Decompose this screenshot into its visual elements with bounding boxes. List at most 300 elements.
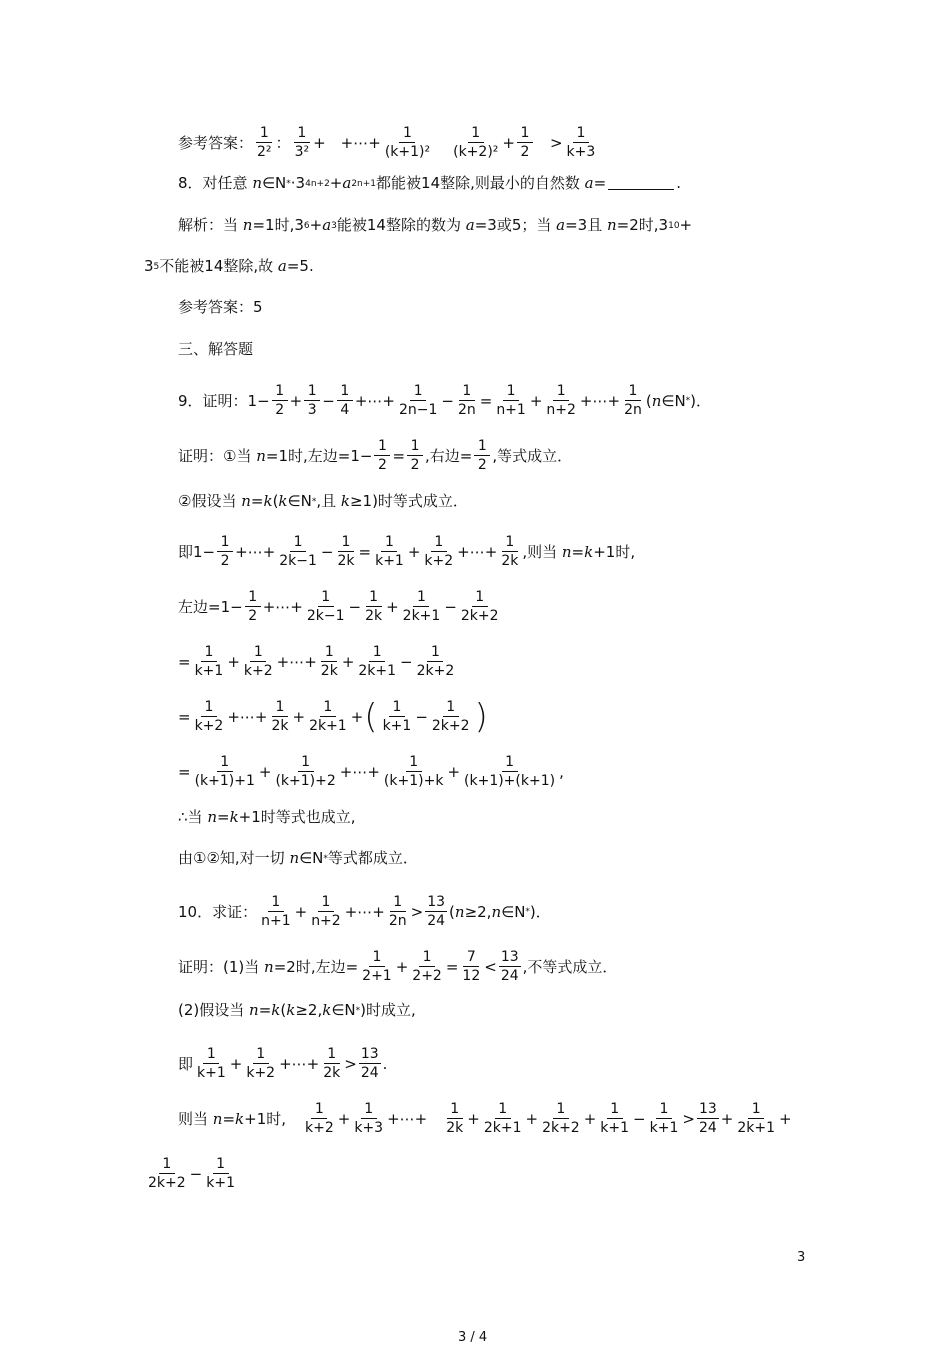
fraction-numerator: 1 <box>374 439 390 456</box>
fraction-denominator: n+1 <box>261 913 291 930</box>
fraction-denominator: 2k <box>446 1120 464 1137</box>
text-line <box>178 535 635 570</box>
fraction-numerator: 13 <box>697 1102 719 1119</box>
fraction-numerator: 1 <box>427 645 443 662</box>
text-run: > <box>534 133 563 152</box>
fraction-denominator: (k+1)+k <box>383 773 444 790</box>
fraction-numerator: 1 <box>399 126 415 143</box>
fraction <box>321 1047 342 1082</box>
fraction <box>397 384 439 419</box>
page-number: 3 <box>797 1250 806 1265</box>
text-run: = <box>258 1001 272 1019</box>
text-run: + <box>229 1054 243 1073</box>
text-run: = <box>358 542 372 561</box>
page-counter: 3 / 4 <box>458 1330 488 1345</box>
fraction <box>272 384 288 419</box>
text-run: (2)假设当 <box>178 1001 250 1019</box>
fraction <box>245 590 261 625</box>
text-run: + <box>502 133 515 152</box>
text-run: 参考答案： <box>178 133 254 152</box>
text-run: ( <box>280 1001 287 1019</box>
text-run: =2时,左边= <box>273 957 359 976</box>
fraction-numerator: 1 <box>318 590 334 607</box>
fraction-denominator: k+2 <box>246 1065 276 1082</box>
fraction <box>459 590 501 625</box>
fraction <box>598 1102 631 1137</box>
math-variable: a <box>322 216 332 234</box>
text-run: +⋯+ <box>387 1109 443 1128</box>
text-run: ( <box>449 902 455 921</box>
math-variable: k <box>271 1001 281 1019</box>
fraction-numerator: 1 <box>502 755 518 772</box>
fraction-numerator: 1 <box>272 700 288 717</box>
text-run: ∈N <box>299 849 324 867</box>
fraction <box>307 700 349 735</box>
math-variable: n <box>256 446 266 465</box>
fraction-denominator: 2k <box>323 1065 341 1082</box>
fraction <box>462 755 557 790</box>
math-variable: n <box>241 492 251 510</box>
fraction-denominator: 2 <box>248 608 258 625</box>
text-run: ,等式成立． <box>492 446 573 465</box>
fraction <box>242 645 275 680</box>
fraction-denominator: 2k+1 <box>737 1120 776 1137</box>
text-run: − <box>444 597 457 616</box>
text-run: +⋯+ <box>457 542 498 561</box>
math-variable: n <box>561 542 572 561</box>
fraction <box>193 755 257 790</box>
text-run: 左边=1− <box>178 597 243 616</box>
text-run: − <box>633 1109 646 1128</box>
fraction-denominator: k+1 <box>382 718 412 735</box>
fraction <box>544 384 578 419</box>
math-variable: a <box>342 174 352 192</box>
text-run: > <box>410 902 424 921</box>
text-run: ∈N <box>331 1001 356 1019</box>
text-run: + <box>779 1109 792 1128</box>
fraction <box>499 950 521 985</box>
text-run: 8．对任意 <box>178 174 253 192</box>
text-run: ( <box>645 391 652 410</box>
fraction <box>217 535 233 570</box>
fraction-numerator: 1 <box>337 384 353 401</box>
text-line: 3 5 不能被14整除,故 a =5. <box>144 257 314 275</box>
text-run: 证明：①当 <box>178 446 257 465</box>
fraction-numerator: 1 <box>338 535 354 552</box>
text-run: + <box>292 707 306 726</box>
fraction-numerator: 1 <box>213 1157 229 1174</box>
text-run: ②假设当 <box>178 492 242 510</box>
text-line <box>178 697 489 738</box>
fraction-denominator: 2k+2 <box>460 608 499 625</box>
text-run: +1时等式也成立, <box>238 808 356 826</box>
fraction <box>648 1102 681 1137</box>
fraction-numerator: 1 <box>245 590 261 607</box>
fraction-numerator: 1 <box>517 126 533 143</box>
math-variable: n <box>252 174 262 192</box>
text-run: 3 <box>144 257 154 275</box>
fraction-denominator: 2k <box>337 553 355 570</box>
text-run: )． <box>529 902 551 921</box>
text-run: =2时,3 <box>616 216 669 234</box>
fraction <box>304 384 320 419</box>
fraction-numerator: 1 <box>748 1102 764 1119</box>
text-line <box>178 1102 792 1137</box>
fraction-numerator: 1 <box>369 645 385 662</box>
text-run: +1时, <box>593 542 636 561</box>
fraction-denominator: k+1 <box>649 1120 679 1137</box>
fraction-numerator: 1 <box>573 126 589 143</box>
text-line <box>178 1047 387 1082</box>
fraction-denominator: 24 <box>427 913 446 930</box>
text-run: =1时,3 <box>252 216 304 234</box>
fraction <box>244 1047 277 1082</box>
fraction <box>407 439 423 474</box>
fraction-numerator: 1 <box>656 1102 672 1119</box>
fraction <box>565 126 598 161</box>
text-run: = <box>222 1109 236 1128</box>
fraction-denominator: k+2 <box>243 663 273 680</box>
fraction-numerator: 1 <box>459 384 475 401</box>
fraction-denominator: 24 <box>360 1065 379 1082</box>
text-run: +⋯+ <box>235 542 276 561</box>
text-run: 三、解答题 <box>178 340 254 358</box>
text-run: +⋯+ <box>262 597 303 616</box>
fraction-denominator: n+1 <box>496 402 526 419</box>
text-run: 能被14整除的数为 <box>336 216 466 234</box>
fraction-denominator: 3² <box>294 144 310 161</box>
fraction <box>352 1102 385 1137</box>
text-run: ∴当 <box>178 808 208 826</box>
text-run: + <box>529 391 543 410</box>
text-run: =3且 <box>565 216 607 234</box>
fraction-numerator: 1 <box>250 645 266 662</box>
text-run: > <box>344 1054 357 1073</box>
text-run: ≥2, <box>295 1001 323 1019</box>
text-line <box>178 439 572 474</box>
text-run: ,且 <box>316 492 341 510</box>
text-run <box>434 136 449 151</box>
text-run: ≥2, <box>464 902 492 921</box>
fraction <box>259 895 293 930</box>
large-parenthesis: ( <box>364 697 378 738</box>
text-run: ： <box>275 133 291 152</box>
math-variable: k <box>584 542 594 561</box>
fraction-numerator: 1 <box>472 590 488 607</box>
answer-blank <box>608 177 674 190</box>
fraction-numerator: 1 <box>320 700 336 717</box>
text-run: + <box>341 652 355 671</box>
math-variable: n <box>207 808 217 826</box>
fraction-numerator: 1 <box>389 700 405 717</box>
math-variable: k <box>322 1001 332 1019</box>
fraction-numerator: 1 <box>318 895 334 912</box>
text-run: − <box>441 391 454 410</box>
fraction <box>193 700 226 735</box>
text-line <box>178 810 356 825</box>
fraction-denominator: 4 <box>340 402 350 419</box>
fraction-denominator: k+1 <box>194 663 224 680</box>
text-run: ∈N <box>261 174 287 192</box>
fraction-numerator: 1 <box>407 439 423 456</box>
large-parenthesis: ) <box>474 697 488 738</box>
fraction-numerator: 1 <box>607 1102 623 1119</box>
fraction <box>255 126 274 161</box>
fraction <box>430 700 472 735</box>
text-run: = <box>178 652 191 671</box>
text-run: 不能被14整除,故 <box>159 257 278 275</box>
fraction-numerator: 1 <box>443 700 459 717</box>
fraction-denominator: k+1 <box>375 553 404 570</box>
text-line <box>178 126 599 161</box>
fraction-denominator: 2k+2 <box>431 718 470 735</box>
fraction <box>425 895 447 930</box>
text-run: − <box>320 542 334 561</box>
text-line <box>178 342 253 357</box>
fraction-denominator: 2k+1 <box>483 1120 522 1137</box>
text-run: 10．求证： <box>178 902 258 921</box>
fraction-numerator: 1 <box>381 535 397 552</box>
text-run: , <box>559 762 564 781</box>
fraction-denominator: 2² <box>257 144 272 161</box>
fraction <box>373 535 406 570</box>
fraction <box>451 126 500 161</box>
fraction <box>374 439 390 474</box>
fraction-denominator: n+2 <box>546 402 576 419</box>
fraction-denominator: 2+1 <box>362 968 392 985</box>
text-run: 参考答案：5 <box>178 298 263 316</box>
fraction-numerator: 1 <box>321 645 337 662</box>
fraction-numerator: 13 <box>499 950 521 967</box>
text-run: = <box>178 762 191 781</box>
fraction-denominator: 2+2 <box>412 968 442 985</box>
text-run: 等式都成立． <box>327 849 418 867</box>
text-run: + <box>395 957 409 976</box>
math-variable: a <box>277 257 287 275</box>
fraction-denominator: 2k <box>320 663 338 680</box>
fraction-numerator: 1 <box>553 1102 569 1119</box>
fraction-numerator: 1 <box>406 755 422 772</box>
fraction <box>474 439 490 474</box>
fraction <box>697 1102 719 1137</box>
text-run: +⋯+ <box>227 707 268 726</box>
fraction <box>382 755 446 790</box>
text-line: (2)假设当 n = k ( k ≥2, k ∈N * )时成立, <box>178 1001 416 1019</box>
text-run: = <box>479 391 493 410</box>
fraction <box>309 895 343 930</box>
text-run: = <box>571 542 585 561</box>
text-run: + <box>337 1109 351 1128</box>
text-run: + <box>309 216 323 234</box>
text-run: +⋯+ <box>344 902 385 921</box>
text-line <box>178 755 564 790</box>
math-variable: n <box>242 216 253 234</box>
fraction <box>499 535 520 570</box>
text-run: ,不等式成立． <box>522 957 618 976</box>
fraction <box>193 645 226 680</box>
text-run: ∈N <box>501 902 526 921</box>
fraction-numerator: 1 <box>419 950 435 967</box>
text-line: 10．求证： $\frac{1}{n+1}$ + $\frac{1}{n+2}$ +⋯+ $\frac{1}{2n}$ > $\frac{13}{24}$ ( n ≥2, n ∈N * )． <box>178 894 551 930</box>
fraction-numerator: 1 <box>256 126 272 143</box>
fraction-denominator: 2 <box>220 553 230 570</box>
text-run: +⋯+ <box>354 391 395 410</box>
fraction-numerator: 1 <box>447 1102 463 1119</box>
fraction-numerator: 1 <box>304 384 320 401</box>
fraction-numerator: 7 <box>463 950 479 967</box>
fraction-numerator: 1 <box>369 950 385 967</box>
text-run: 9．证明：1− <box>178 391 270 410</box>
fraction-denominator: 2k+1 <box>358 663 397 680</box>
text-line: ②假设当 n = k ( k ∈N * ,且 k ≥1)时等式成立． <box>178 492 468 510</box>
math-variable: a <box>584 174 594 192</box>
text-run: 则当 <box>178 1109 213 1128</box>
math-variable: k <box>278 492 288 510</box>
fraction-denominator: k+1 <box>206 1175 235 1192</box>
fraction <box>204 1157 237 1192</box>
fraction <box>146 1157 188 1192</box>
text-run: + <box>350 707 364 726</box>
text-run: = <box>593 174 607 192</box>
fraction-numerator: 1 <box>474 439 490 456</box>
fraction-denominator: 2k+2 <box>416 663 455 680</box>
fraction <box>494 384 528 419</box>
math-variable: n <box>651 391 662 410</box>
text-run: = <box>216 808 230 826</box>
text-run: + <box>467 1109 480 1128</box>
math-variable: n <box>212 1109 223 1128</box>
fraction-numerator: 1 <box>217 755 233 772</box>
fraction <box>622 384 644 419</box>
fraction-denominator: 2k <box>271 718 289 735</box>
fraction-denominator: 2k−1 <box>279 553 317 570</box>
fraction-numerator: 1 <box>201 700 217 717</box>
text-run: +⋯+ <box>279 1054 320 1073</box>
fraction-numerator: 1 <box>410 384 426 401</box>
fraction-denominator: 2 <box>520 144 530 161</box>
text-run: + <box>258 762 272 781</box>
math-variable: a <box>465 216 475 234</box>
fraction-denominator: k+3 <box>566 144 596 161</box>
math-variable: n <box>264 957 274 976</box>
fraction <box>410 950 444 985</box>
fraction <box>401 590 443 625</box>
text-run: = <box>392 446 406 465</box>
fraction <box>305 590 347 625</box>
fraction <box>337 384 353 419</box>
fraction-numerator: 1 <box>495 1102 511 1119</box>
text-run: )． <box>690 391 712 410</box>
text-run: ( <box>272 492 279 510</box>
text-run: + <box>386 597 399 616</box>
fraction-numerator: 1 <box>361 1102 377 1119</box>
fraction-denominator: 2n−1 <box>398 402 438 419</box>
fraction-numerator: 1 <box>290 535 306 552</box>
fraction-denominator: 12 <box>462 968 481 985</box>
math-variable: k <box>340 492 350 510</box>
text-run: − <box>189 1164 203 1183</box>
math-variable: k <box>235 1109 245 1128</box>
fraction <box>319 645 340 680</box>
fraction-numerator: 1 <box>324 1047 340 1064</box>
fraction-denominator: 2 <box>410 457 420 474</box>
text-line <box>178 300 263 315</box>
fraction-numerator: 1 <box>502 535 518 552</box>
fraction-denominator: (k+1)+(k+1) <box>464 773 556 790</box>
text-run: ·3 <box>290 174 306 192</box>
fraction-denominator: k+1 <box>600 1120 630 1137</box>
fraction <box>363 590 384 625</box>
fraction-denominator: 2n <box>388 913 407 930</box>
text-run: 证明：(1)当 <box>178 957 265 976</box>
fraction-denominator: 2n <box>624 402 642 419</box>
fraction <box>336 535 357 570</box>
text-run: + <box>329 174 343 192</box>
fraction <box>360 950 394 985</box>
text-run: + <box>720 1109 734 1128</box>
fraction <box>195 1047 228 1082</box>
fraction <box>456 384 478 419</box>
fraction-denominator: 2k <box>501 553 519 570</box>
fraction <box>735 1102 777 1137</box>
math-variable: n <box>606 216 617 234</box>
text-run: − <box>322 391 335 410</box>
fraction-denominator: (k+1)+2 <box>275 773 336 790</box>
fraction-denominator: 24 <box>500 968 519 985</box>
fraction-numerator: 1 <box>294 126 310 143</box>
text-run: . <box>676 174 681 192</box>
fraction-numerator: 1 <box>268 895 284 912</box>
text-line <box>178 590 503 625</box>
fraction-numerator: 1 <box>201 645 217 662</box>
text-run: ,则当 <box>522 542 562 561</box>
fraction <box>482 1102 524 1137</box>
text-run: < <box>484 957 497 976</box>
text-run: )时成立, <box>360 1001 416 1019</box>
text-line: 8．对任意 n ∈N * ·3 4n+2 + a 2n+1 都能被14整除,则最小的自然数 a = . <box>178 174 681 192</box>
fraction-denominator: k+2 <box>424 553 454 570</box>
fraction-denominator: 2k+1 <box>309 718 347 735</box>
text-run: + <box>407 542 421 561</box>
text-run: ∈N <box>287 492 312 510</box>
fraction-denominator: 2k+2 <box>148 1175 186 1192</box>
text-run: 由①②知,对一切 <box>178 849 290 867</box>
math-variable: k <box>229 808 239 826</box>
text-run: ∈N <box>661 391 686 410</box>
fraction-denominator: k+2 <box>194 718 224 735</box>
fraction-denominator: 2k+1 <box>402 608 441 625</box>
fraction <box>356 645 398 680</box>
text-run: − <box>400 652 413 671</box>
fraction-numerator: 1 <box>203 1047 219 1064</box>
fraction <box>444 1102 465 1137</box>
fraction-numerator: 1 <box>625 384 641 401</box>
fraction-denominator: k+1 <box>197 1065 226 1082</box>
fraction <box>381 700 414 735</box>
text-run: ≥1)时等式成立． <box>349 492 468 510</box>
text-run: +1时, <box>244 1109 302 1128</box>
text-run: . <box>382 1054 388 1073</box>
text-run: = <box>445 957 459 976</box>
text-run: + <box>583 1109 597 1128</box>
fraction-numerator: 1 <box>366 590 382 607</box>
fraction-denominator: 2 <box>275 402 285 419</box>
text-run: =5. <box>286 257 314 275</box>
fraction-numerator: 1 <box>553 384 569 401</box>
fraction-denominator: 2k−1 <box>306 608 345 625</box>
math-variable: n <box>249 1001 259 1019</box>
text-run: =3或5；当 <box>474 216 557 234</box>
